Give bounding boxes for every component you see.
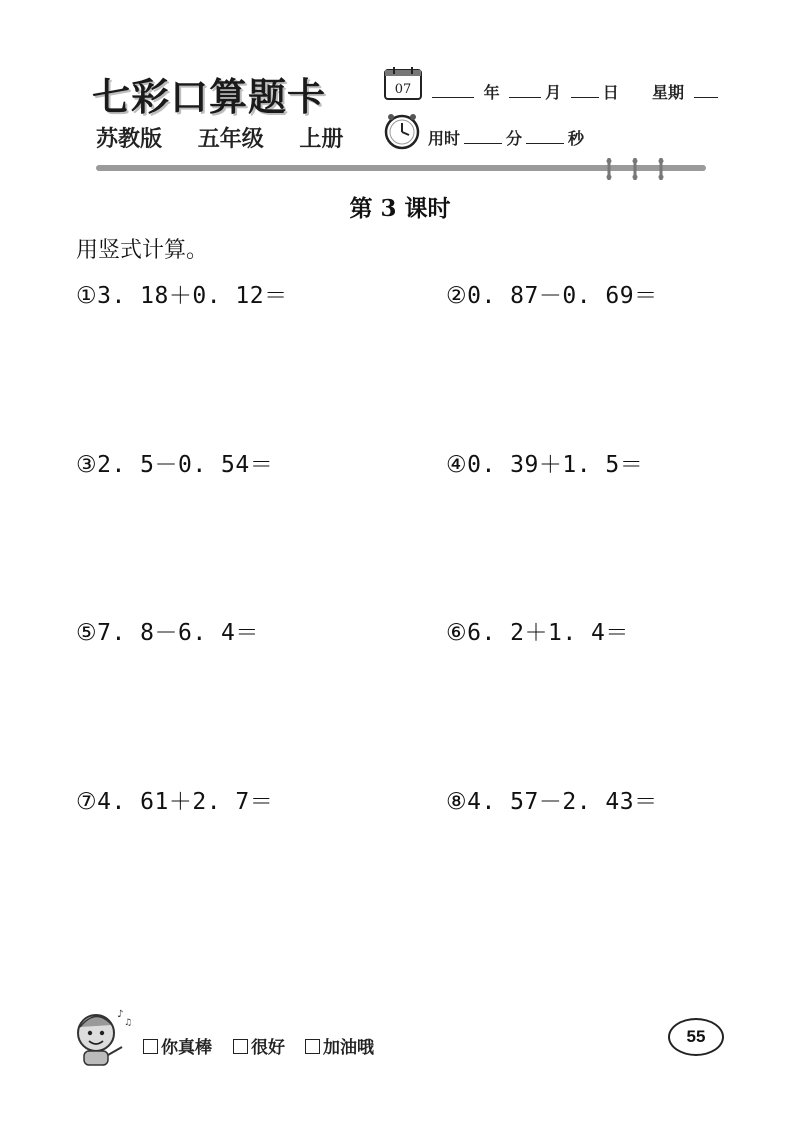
seconds-label: 秒: [568, 129, 585, 148]
day-label: 日: [602, 83, 619, 102]
problem-number: ⑧: [446, 789, 468, 815]
minutes-blank[interactable]: [464, 129, 502, 144]
problem-expression: 2. 5－0. 54＝: [97, 452, 274, 478]
rating-label: 加油哦: [323, 1038, 374, 1058]
checkbox-icon[interactable]: [305, 1039, 320, 1054]
header-divider: [96, 165, 706, 171]
problem-expression: 6. 2＋1. 4＝: [467, 620, 629, 646]
boy-mascot-icon: [70, 1003, 132, 1069]
weekday-blank[interactable]: [694, 83, 718, 98]
problem-expression: 0. 87－0. 69＝: [467, 283, 658, 309]
problem-number: ⑥: [446, 620, 468, 646]
rating-good[interactable]: [233, 1033, 285, 1058]
calendar-day: 07: [394, 82, 412, 97]
problem-expression: 3. 18＋0. 12＝: [97, 283, 288, 309]
brand-title: 七彩口算题卡: [92, 74, 327, 119]
problem-6: [446, 614, 629, 647]
problem-5: [76, 614, 259, 647]
seconds-blank[interactable]: [526, 129, 564, 144]
svg-text:♪: ♪: [117, 1009, 124, 1020]
rating-excellent[interactable]: [143, 1033, 212, 1058]
clock-icon: [383, 112, 421, 150]
problem-number: ⑦: [76, 789, 98, 815]
edition-publisher: 苏教版: [96, 127, 163, 152]
checkbox-icon[interactable]: [143, 1039, 158, 1054]
problem-2: [446, 277, 658, 310]
problem-number: ①: [76, 283, 98, 309]
weekday-label: 星期: [651, 83, 684, 102]
problem-expression: 4. 57－2. 43＝: [467, 789, 658, 815]
lesson-title: 第 3 课时: [349, 195, 451, 222]
minutes-label: 分: [506, 129, 523, 148]
problem-expression: 0. 39＋1. 5＝: [467, 452, 644, 478]
problem-3: [76, 446, 273, 479]
problem-expression: 4. 61＋2. 7＝: [97, 789, 274, 815]
problem-7: [76, 783, 273, 816]
year-blank[interactable]: [432, 83, 474, 98]
problem-number: ③: [76, 452, 98, 478]
rating-label: 很好: [251, 1038, 285, 1058]
month-blank[interactable]: [509, 83, 541, 98]
checkbox-icon[interactable]: [233, 1039, 248, 1054]
day-blank[interactable]: [571, 83, 599, 98]
problem-number: ④: [446, 452, 468, 478]
rating-label: 你真棒: [161, 1038, 212, 1058]
problem-4: [446, 446, 643, 479]
time-fields: [428, 126, 584, 149]
instruction-text: 用竖式计算。: [76, 238, 209, 263]
month-label: 月: [545, 83, 562, 102]
svg-text:♫: ♫: [124, 1018, 132, 1028]
problem-1: [76, 277, 288, 310]
binder-ring-icon: [658, 158, 664, 180]
time-used-label: 用时: [428, 129, 461, 148]
date-fields: [428, 80, 722, 103]
problem-number: ②: [446, 283, 468, 309]
edition-grade: 五年级: [197, 127, 264, 152]
problem-8: [446, 783, 658, 816]
rating-keep-going[interactable]: [305, 1033, 374, 1058]
binder-ring-icon: [606, 158, 612, 180]
problem-number: ⑤: [76, 620, 98, 646]
binder-ring-icon: [632, 158, 638, 180]
problem-expression: 7. 8－6. 4＝: [97, 620, 259, 646]
edition-volume: 上册: [299, 127, 344, 152]
edition-line: [96, 122, 361, 153]
page-number: 55: [668, 1018, 724, 1056]
year-label: 年: [483, 83, 500, 102]
calendar-icon: [384, 66, 422, 100]
